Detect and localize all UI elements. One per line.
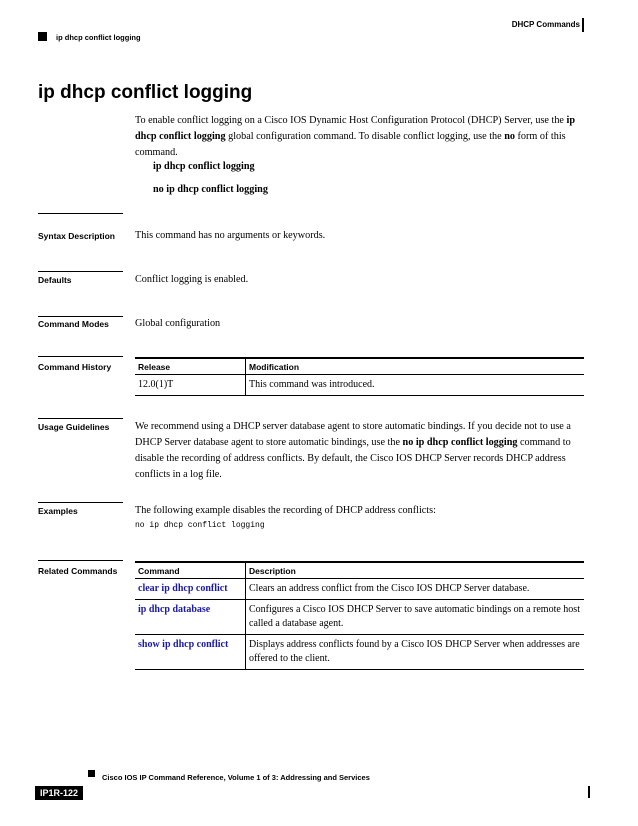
defaults-text: Conflict logging is enabled. <box>135 274 249 285</box>
table-header-row <box>135 358 584 375</box>
column-header: Modification <box>246 358 585 375</box>
section-rule <box>38 418 123 419</box>
table-cell: This command was introduced. <box>246 375 585 396</box>
section-label-command-history: Command History <box>38 362 112 372</box>
related-commands-table <box>135 561 584 670</box>
section-label-command-modes: Command Modes <box>38 319 109 329</box>
intro-no-keyword: no <box>504 131 515 142</box>
usage-command: no ip dhcp conflict logging <box>402 437 518 448</box>
intro-text-1: To enable conflict logging on a Cisco IOS Dynamic Host Configuration Protocol (DHCP) Server, use the <box>135 115 567 126</box>
footer-marker <box>88 770 95 777</box>
related-command-link[interactable]: clear ip dhcp conflict <box>135 579 246 600</box>
footer-bar <box>588 786 590 798</box>
table-row <box>135 579 584 600</box>
section-rule <box>38 502 123 503</box>
table-header-row <box>135 562 584 579</box>
command-history-table <box>135 357 584 396</box>
table-cell: Displays address conflicts found by a Cisco IOS DHCP Server when addresses are offered to the client. <box>246 635 585 670</box>
chapter-title: DHCP Commands <box>511 20 580 29</box>
section-rule <box>38 560 123 561</box>
section-rule <box>38 356 123 357</box>
related-command-link[interactable]: show ip dhcp conflict <box>135 635 246 670</box>
table-cell: 12.0(1)T <box>135 375 246 396</box>
header-bar <box>582 18 584 32</box>
table-cell: Clears an address conflict from the Cisco IOS DHCP Server database. <box>246 579 585 600</box>
page-number: IP1R-122 <box>35 786 83 800</box>
table-cell: Configures a Cisco IOS DHCP Server to save automatic bindings on a remote host called a database agent. <box>246 600 585 635</box>
intro-command: ip dhcp conflict logging <box>135 115 575 142</box>
intro-text-2: global configuration command. To disable conflict logging, use the <box>225 131 505 142</box>
book-title: Cisco IOS IP Command Reference, Volume 1 of 3: Addressing and Services <box>102 773 370 782</box>
table-row <box>135 375 584 396</box>
page-title: ip dhcp conflict logging <box>38 82 253 103</box>
table-row <box>135 635 584 670</box>
syntax-disable: no ip dhcp conflict logging <box>153 184 268 195</box>
header-marker <box>38 32 47 41</box>
usage-guidelines-text <box>135 419 595 483</box>
column-header: Command <box>135 562 246 579</box>
related-command-link[interactable]: ip dhcp database <box>135 600 246 635</box>
section-rule <box>38 213 123 214</box>
syntax-enable: ip dhcp conflict logging <box>153 161 255 172</box>
section-label-usage-guidelines: Usage Guidelines <box>38 422 110 432</box>
running-title: ip dhcp conflict logging <box>56 33 141 42</box>
column-header: Release <box>135 358 246 375</box>
example-code: no ip dhcp conflict logging <box>135 521 265 530</box>
syntax-description-text: This command has no arguments or keywords. <box>135 230 326 241</box>
section-rule <box>38 271 123 272</box>
intro-text-3: form of this command. <box>135 131 566 158</box>
section-label-syntax-description: Syntax Description <box>38 231 115 241</box>
section-label-related-commands: Related Commands <box>38 566 118 576</box>
section-label-examples: Examples <box>38 506 78 516</box>
usage-text-2: command to disable the recording of address conflicts. By default, the Cisco IOS DHCP Server records DHCP address conflicts in a log file. <box>135 437 571 480</box>
column-header: Description <box>246 562 585 579</box>
intro-paragraph <box>135 113 595 161</box>
usage-text-1: We recommend using a DHCP server database agent to store automatic bindings. If you decide not to use a DHCP Server database agent to store automatic bindings, use the <box>135 421 571 448</box>
section-rule <box>38 316 123 317</box>
section-label-defaults: Defaults <box>38 275 72 285</box>
command-modes-text: Global configuration <box>135 318 221 329</box>
table-row <box>135 600 584 635</box>
examples-text: The following example disables the recording of DHCP address conflicts: <box>135 505 436 516</box>
